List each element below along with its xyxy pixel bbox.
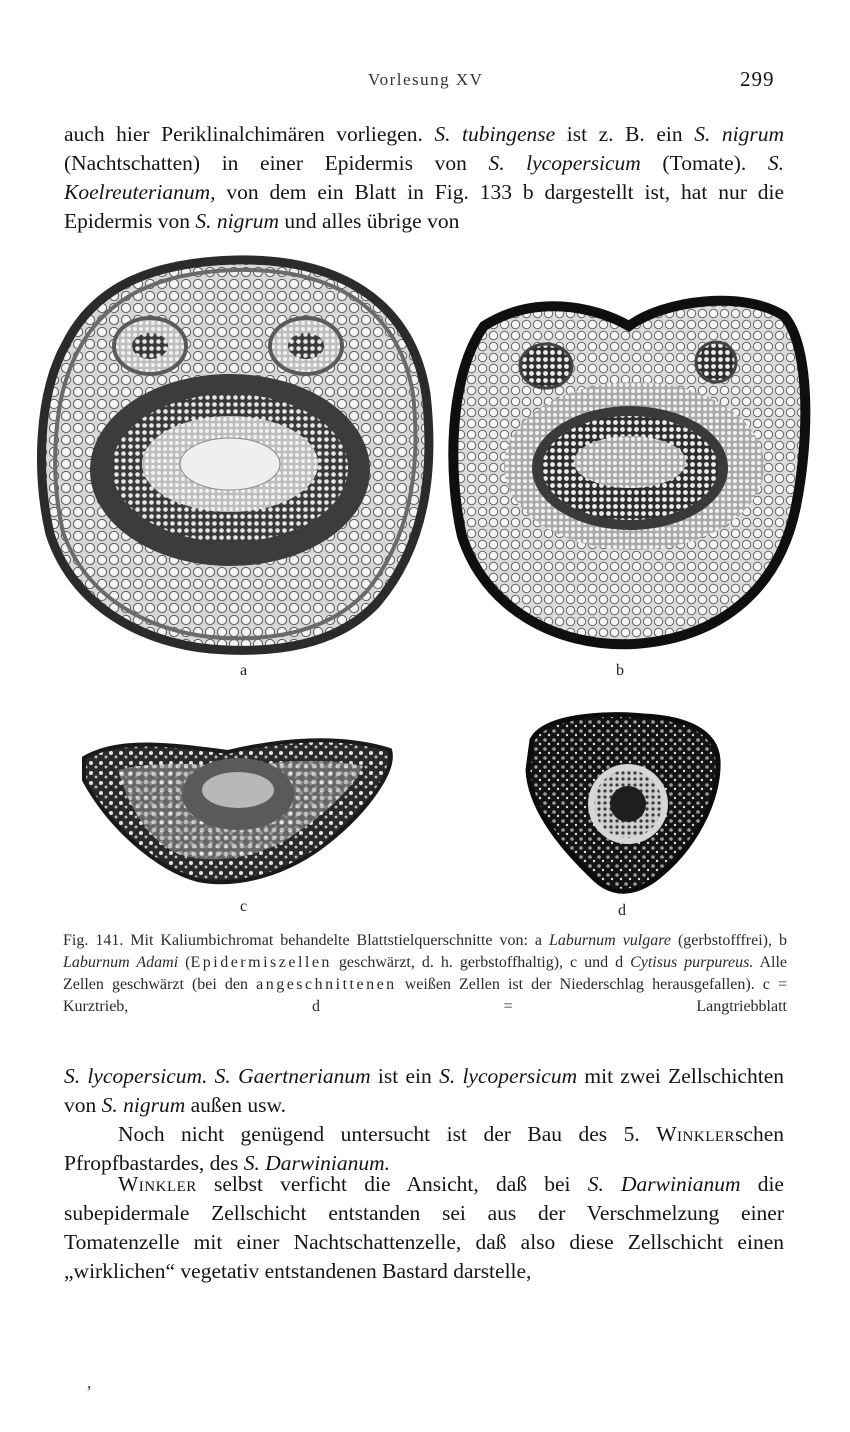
caption-text: geschwärzt, d. h. gerbstoffhaltig), c und d — [331, 954, 631, 971]
text: die subepidermale Zellschicht entstanden sei aus der Verschmelzung einer Tomatenzelle mit einer Nachtschattenzelle, daß also diese Zellschicht einen „wirklichen“ vegetativ entstandenen Bastard darstelle, — [64, 1172, 784, 1283]
bottom-paragraph-3 — [64, 1170, 784, 1286]
text: (Tomate). — [640, 151, 768, 175]
text: ist ein — [370, 1064, 440, 1088]
bottom-paragraph-1 — [64, 1062, 784, 1120]
text: selbst verficht die Ansicht, daß bei — [196, 1172, 588, 1196]
species-name: S. nigrum — [195, 209, 279, 233]
species-name: S. lycopersicum — [439, 1064, 578, 1088]
running-head — [0, 67, 850, 96]
caption-text: Fig. 141. Mit Kaliumbichromat behandelte Blattstielquerschnitte von: a — [63, 932, 550, 949]
figure-label-b: b — [616, 662, 624, 679]
margin-mark: ’ — [86, 1382, 92, 1402]
page-number: 299 — [740, 67, 775, 91]
species-name: S. Koelreuterianum, — [64, 151, 784, 204]
species-name: S. Darwinianum. — [243, 1151, 391, 1175]
cross-section-c — [78, 730, 398, 892]
text: schen Pfropfbastardes, des — [64, 1122, 784, 1175]
species-name: Cytisus purpureus. — [630, 954, 754, 971]
caption-text: ( — [178, 954, 191, 971]
figure-label-c: c — [240, 898, 248, 915]
species-name: S. lycopersicum. S. Gaertnerianum — [64, 1064, 371, 1088]
caption-text: Alle Zellen geschwärzt (bei den — [63, 954, 788, 993]
figure-141 — [0, 250, 850, 930]
caption-text: (gerbstofffrei), b — [670, 932, 787, 949]
text: mit zwei Zellschichten von — [64, 1064, 784, 1117]
author-name: Winkler — [656, 1122, 736, 1146]
text: von dem ein Blatt in Fig. 133 b dargestellt ist, hat nur die Epidermis von — [64, 180, 784, 233]
cross-section-d — [524, 710, 724, 896]
text: auch hier Periklinalchimären vorliegen. — [64, 122, 435, 146]
figure-label-d: d — [618, 902, 626, 919]
running-title: Vorlesung XV — [368, 70, 484, 89]
text: außen usw. — [185, 1093, 286, 1117]
species-name: S. nigrum — [101, 1093, 186, 1117]
caption-text: weißen Zellen ist der Niederschlag herausgefallen). c = Kurztrieb, d = Langtriebblatt — [63, 976, 787, 1015]
species-name: S. lycopersicum — [488, 151, 641, 175]
author-name: Winkler — [118, 1172, 197, 1196]
species-name: S. nigrum — [694, 122, 784, 146]
text: ist z. B. ein — [555, 122, 695, 146]
cross-section-a — [36, 254, 436, 656]
species-name: S. Darwinianum — [587, 1172, 741, 1196]
text: Noch nicht genügend untersucht ist der Bau des 5. — [118, 1122, 657, 1146]
species-name: S. tubingense — [434, 122, 556, 146]
top-paragraph — [64, 120, 784, 236]
text: (Nachtschatten) in einer Epidermis von — [64, 151, 489, 175]
cross-section-b — [444, 286, 814, 652]
figure-caption — [63, 930, 787, 1018]
text: und alles übrige von — [279, 209, 460, 233]
emphasized-term: Epidermiszellen — [190, 954, 332, 971]
species-name: Laburnum vulgare — [549, 932, 671, 949]
figure-label-a: a — [240, 662, 248, 679]
species-name: Laburnum Adami — [63, 954, 179, 971]
emphasized-term: angeschnittenen — [256, 976, 397, 993]
